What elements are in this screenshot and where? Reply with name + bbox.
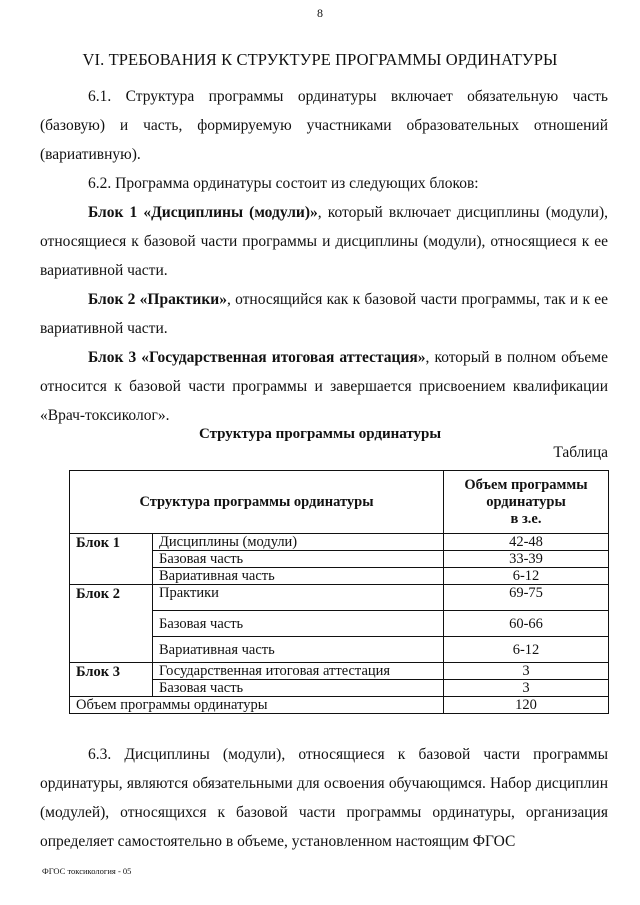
row-label: Базовая часть [153,680,444,697]
header-volume-line-2: ординатуры [486,493,566,510]
table-total-row [70,697,609,714]
row-label: Вариативная часть [153,637,444,663]
block-3-text: , который в полном объеме относится к базовой части программы и завершается присвоением квалификации «Врач-токсиколог». [40,349,608,424]
block-2-cell: Блок 2 [70,585,153,663]
table-title: Структура программы ординатуры [198,426,442,442]
row-label: Базовая часть [153,611,444,637]
row-label: Дисциплины (модули) [153,534,444,551]
header-volume-line-3: в з.е. [510,510,542,527]
row-value: 33-39 [444,551,609,568]
table-row [70,585,609,611]
header-structure: Структура программы ординатуры [70,471,444,534]
total-label: Объем программы ординатуры [70,697,444,714]
page-number: 8 [317,6,323,20]
section-heading: VI. ТРЕБОВАНИЯ К СТРУКТУРЕ ПРОГРАММЫ ОРДИНАТУРЫ [82,50,558,69]
total-value: 120 [444,697,609,714]
row-value: 6-12 [444,637,609,663]
block-1-cell: Блок 1 [70,534,153,585]
row-value: 60-66 [444,611,609,637]
row-label: Государственная итоговая аттестация [153,663,444,680]
row-label: Вариативная часть [153,568,444,585]
block-2-title: Блок 2 «Практики» [88,291,227,308]
paragraph-6-2: 6.2. Программа ординатуры состоит из следующих блоков: [88,175,479,192]
program-structure-table [69,470,609,714]
table-label: Таблица [553,444,608,461]
row-value: 6-12 [444,568,609,585]
row-label: Базовая часть [153,551,444,568]
row-value: 3 [444,663,609,680]
paragraph-6-1: 6.1. Структура программы ординатуры включает обязательную часть (базовую) и часть, формируемую участниками образовательных отношений (вариативную). [40,88,608,163]
row-value: 42-48 [444,534,609,551]
footer-note: ФГОС токсикология - 05 [42,866,132,876]
block-2-text: , относящийся как к базовой части программы, так и к ее вариативной части. [40,291,608,337]
block-1-text: , который включает дисциплины (модули), относящиеся к базовой части программы и дисциплины (модули), относящиеся к ее вариативной части. [40,204,608,279]
paragraph-block-1 [40,198,608,285]
block-3-title: Блок 3 «Государственная итоговая аттестация» [88,349,426,366]
header-volume-line-1: Объем программы [464,476,588,493]
table-header-row [70,471,609,534]
table-row [70,534,609,551]
table-row [70,663,609,680]
row-value: 69-75 [444,585,609,611]
paragraph-6-3: 6.3. Дисциплины (модули), относящиеся к базовой части программы ординатуры, являются обязательными для освоения обучающимся. Набор дисциплин (модулей), относящихся к базовой части программы ординатуры, организация определяет самостоятельно в объеме, установленном настоящим ФГОС [40,746,608,850]
header-volume [444,471,609,534]
block-1-title: Блок 1 «Дисциплины (модули)» [88,204,318,221]
paragraph-block-2 [40,285,608,343]
row-label: Практики [153,585,444,611]
paragraph-block-3 [40,343,608,430]
block-3-cell: Блок 3 [70,663,153,697]
row-value: 3 [444,680,609,697]
